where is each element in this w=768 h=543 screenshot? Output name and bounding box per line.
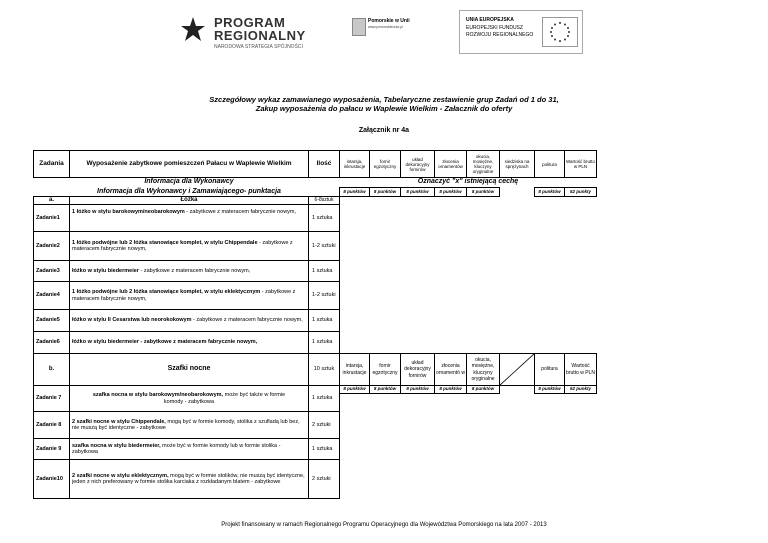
pomorskie-url: www.pomorskieunia.pl (368, 25, 403, 29)
section-b-siedziska-crossed (499, 353, 535, 386)
header-fornir: fornir egzotyczny (369, 150, 401, 178)
logo-text-program: PROGRAM (214, 15, 286, 30)
header-zlocenia: złocenia ornamentów (434, 150, 467, 178)
task-description-bold: łóżko w stylu biedermeier (72, 267, 139, 274)
task-description (69, 411, 309, 439)
footer-note: Projekt finansowany w ramach Regionalnego Programu Operacyjnego dla Województwa Pomorskiego na lata 2007 - 2013 (221, 522, 547, 528)
points-cell: 8 punktów (466, 385, 500, 394)
header-wartosc: Wartość brutto w PLN (564, 150, 597, 178)
info-label-points: Informacja dla Wykonawcy i Zamawiającego- punktacja (97, 187, 281, 195)
section-b-politura: politura (534, 353, 565, 386)
task-qty: 1 sztuka (308, 309, 340, 332)
points-total: 52 punkty (564, 187, 597, 197)
points-cell: 8 punktów (400, 385, 435, 394)
task-qty: 2 sztuki (308, 459, 340, 499)
document-title-line2: Zakup wyposażenia do pałacu w Waplewie Wielkim - Załacznik do oferty (255, 104, 513, 113)
header-politura: politura (534, 150, 565, 178)
task-description-rest: - zabytkowe z materacem fabrycznie nowym, (72, 289, 296, 302)
task-qty: 1-2 sztuki (308, 281, 340, 310)
eu-text-1: UNIA EUROPEJSKA (466, 17, 514, 23)
cross-out-line (499, 353, 535, 386)
section-a-label: a. (33, 196, 70, 205)
pomorskie-logo (352, 16, 442, 50)
points-cell: 8 punktów (339, 385, 370, 394)
task-qty: 2 sztuki (308, 411, 340, 439)
task-description-rest: mogą być w formie stolików, nie muszą być identyczne, jeden z nich preferowany w formie stolika karciaka z rozkładanym blatem - zabytkowe (72, 472, 305, 485)
points-cell: 8 punktów (339, 187, 370, 197)
task-description-bold: 1 łóżko w stylu barokowym/neobarokowym (72, 209, 185, 215)
header-wyposazenie: Wyposażenie zabytkowe pomieszczeń Pałacu w Waplewie Wielkim (69, 150, 309, 178)
task-label: Zadanie10 (33, 459, 70, 499)
logo-text-regionalny: REGIONALNY (214, 28, 306, 43)
header-zadania: Zadania (33, 150, 70, 178)
section-a-qty: 6-8sztuk (308, 196, 340, 205)
section-b-intarsja: intarsja, inkrustacje (339, 353, 370, 386)
section-b-fornir: fornir egzotyczny (369, 353, 401, 386)
points-cell: 8 punktów (434, 187, 467, 197)
document-title-line1: Szczegółowy wykaz zamawianego wyposażenia, Tabelaryczne zestawienie grup Zadań od 1 do 31, (209, 95, 559, 104)
eu-logo (459, 10, 583, 54)
points-cell: 8 punktów (369, 187, 401, 197)
task-label: Zadanie3 (33, 260, 70, 282)
task-description (69, 204, 309, 232)
points-cell: 8 punktów (466, 187, 500, 197)
task-description-bold: szafka nocna w stylu barokowym/neobarokowym, (92, 392, 224, 398)
task-label: Zadanie1 (33, 204, 70, 232)
points-cell: 8 punktów (534, 385, 565, 394)
points-total: 52 punkty (564, 385, 597, 394)
program-regionalny-logo (180, 12, 320, 52)
task-qty: 1 sztuka (308, 385, 340, 412)
task-description-rest: - zabytkowe z materacem fabrycznie nowym, (72, 239, 293, 252)
task-description (69, 385, 309, 412)
eu-text-3: ROZWOJU REGIONALNEGO (466, 32, 534, 38)
task-label: Zadanie4 (33, 281, 70, 310)
task-description-rest: - zabytkowe z materacem fabrycznie nowym, (184, 209, 297, 215)
points-cell: 8 punktów (434, 385, 467, 394)
task-description-rest: mogą być w formie komody, stolika z szufladą lub bez, nie muszą być identyczne - zabytkowe (72, 418, 300, 431)
attachment-number: Załącznik nr 4a (358, 127, 410, 134)
task-qty: 1 sztuka (308, 438, 340, 460)
task-label: Zadanie6 (33, 331, 70, 354)
points-cell: 8 punktów (369, 385, 401, 394)
header-siedziska: siedziska na sprężynach (499, 150, 535, 178)
task-qty: 1 sztuka (308, 331, 340, 354)
section-b-okucia: okucia, mosiężne, kluczyny oryginalne (466, 353, 500, 386)
task-description (69, 260, 309, 282)
task-qty: 1 sztuka (308, 204, 340, 232)
section-b-name: Szafki nocne (69, 353, 309, 386)
pomorskie-text: Pomorskie w Unii (368, 18, 410, 24)
task-description-rest: może być także w formie komody - zabytkowa (163, 392, 286, 405)
task-description (69, 309, 309, 332)
section-b-label: b. (33, 353, 70, 386)
section-b-uklad: układ dekoracyjny fornirów (400, 353, 435, 386)
task-label: Zadanie2 (33, 231, 70, 261)
task-description-bold: łóżko w stylu II Cesarstwa lub neorokokowym (72, 317, 192, 324)
mark-label: Oznaczyć "x" istniejącą cechę (417, 177, 519, 185)
star-logo-icon (180, 16, 206, 42)
task-description-bold: łóżko w stylu biedermeier - zabytkowe z materacem fabrycznie nowym, (72, 339, 258, 346)
coat-of-arms-icon (352, 18, 366, 36)
task-description-bold: 1 łóżko podwójne lub 2 łóżka stanowiące komplet, w stylu eklektycznym (72, 289, 261, 295)
eu-text-2: EUROPEJSKI FUNDUSZ (466, 25, 523, 31)
task-description (69, 459, 309, 499)
task-label: Zadanie 9 (33, 438, 70, 460)
section-b-qty: 10 sztuk (308, 353, 340, 386)
task-description-rest: - zabytkowe z materacem fabrycznie nowym, (191, 317, 303, 324)
task-description (69, 231, 309, 261)
info-label: Informacja dla Wykonawcy (144, 177, 234, 185)
task-description (69, 281, 309, 310)
task-description (69, 331, 309, 354)
task-label: Zadanie 8 (33, 411, 70, 439)
task-description-bold: szafka nocna w stylu biedermeier, (72, 442, 161, 449)
section-b-wartosc: Wartość brutto w PLN (564, 353, 597, 386)
task-description-bold: 2 szafki nocne w stylu eklektycznym, (72, 472, 169, 479)
logo-text-nss: NARODOWA STRATEGIA SPÓJNOŚCI (214, 44, 303, 50)
task-description-bold: 1 łóżko podwójne lub 2 łóżka stanowiące komplet, w stylu Chippendale (72, 239, 258, 246)
eu-flag-icon (542, 17, 578, 47)
header-okucia: okucia, mosiężne, kluczyny oryginalne (466, 150, 500, 178)
task-label: Zadanie 7 (33, 385, 70, 412)
task-description-rest: może być w formie komody lub w formie stolika - zabytkowa (72, 442, 281, 455)
header-ilosc: Ilość (308, 150, 340, 178)
task-qty: 1 sztuka (308, 260, 340, 282)
section-b-zlocenia: złocenia ornamentó w (434, 353, 467, 386)
task-description-bold: 2 szafki nocne w stylu Chippendale, (72, 418, 166, 425)
points-cell: 8 punktów (400, 187, 435, 197)
header-uklad: układ dekoracyjny fornirów (400, 150, 435, 178)
task-description-rest: - zabytkowe z materacem fabrycznie nowym, (138, 267, 251, 274)
section-a-name: Łóżka (69, 196, 309, 205)
task-qty: 1-2 sztuki (308, 231, 340, 261)
task-description (69, 438, 309, 460)
header-intarsja: intarsja, inkrustacje (339, 150, 370, 178)
points-cell: 8 punktów (534, 187, 565, 197)
task-label: Zadanie5 (33, 309, 70, 332)
